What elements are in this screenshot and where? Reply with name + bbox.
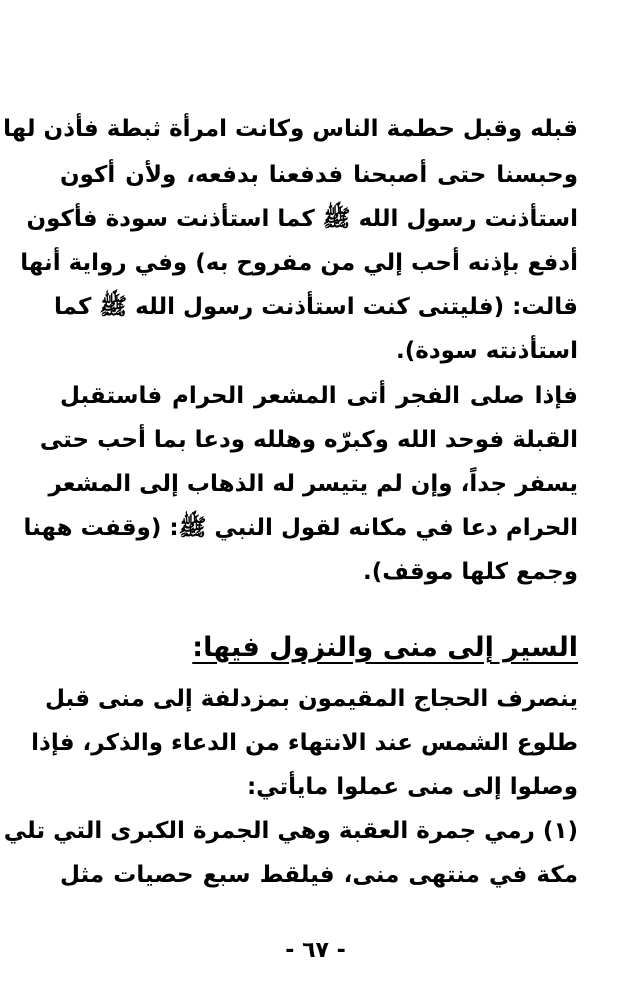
section-line-4: (١) رمي جمرة العقبة وهي الجمرة الكبرى التي تلي: [3, 818, 578, 844]
paragraph-2-line-4: الحرام دعا في مكانه لقول النبي ﷺ: (وقفت ههنا: [23, 515, 578, 541]
section-line-3: وصلوا إلى منى عملوا مايأتي:: [246, 774, 578, 800]
section-line-5: مكة في منتهى منى، فيلقط سبع حصيات مثل: [60, 862, 578, 888]
paragraph-2-line-2: القبلة فوحد الله وكبرّه وهلله ودعا بما أحب حتى: [39, 427, 578, 453]
paragraph-2-line-3: يسفر جداً، وإن لم يتيسر له الذهاب إلى المشعر: [48, 471, 578, 497]
paragraph-2-line-5: وجمع كلها موقف).: [363, 559, 578, 585]
paragraph-2-line-1: فإذا صلى الفجر أتى المشعر الحرام فاستقبل: [60, 383, 578, 409]
paragraph-1-line-5: قالت: (فليتنى كنت استأذنت رسول الله ﷺ كما: [53, 294, 578, 320]
page-number: - ٦٧ -: [285, 938, 346, 963]
section-line-2: طلوع الشمس عند الانتهاء من الدعاء والذكر، فإذا: [31, 730, 578, 756]
paragraph-1-line-3: استأذنت رسول الله ﷺ كما استأذنت سودة فأكون: [26, 206, 578, 232]
section-heading: [60, 628, 578, 668]
paragraph-1-line-6: استأذنته سودة).: [396, 338, 578, 364]
section-heading-text: السير إلى منى والنزول فيها:: [192, 632, 578, 663]
paragraph-1-line-4: أدفع بإذنه أحب إلي من مفروح به) وفي رواية أنها: [20, 250, 578, 276]
section-line-1: ينصرف الحجاج المقيمون بمزدلفة إلى منى قبل: [45, 686, 578, 712]
paragraph-1-line-2: وحبسنا حتى أصبحنا فدفعنا بدفعه، ولأن أكون: [60, 162, 578, 188]
paragraph-1-line-1: قبله وقبل حطمة الناس وكانت امرأة ثبطة فأذن لها: [3, 116, 578, 142]
